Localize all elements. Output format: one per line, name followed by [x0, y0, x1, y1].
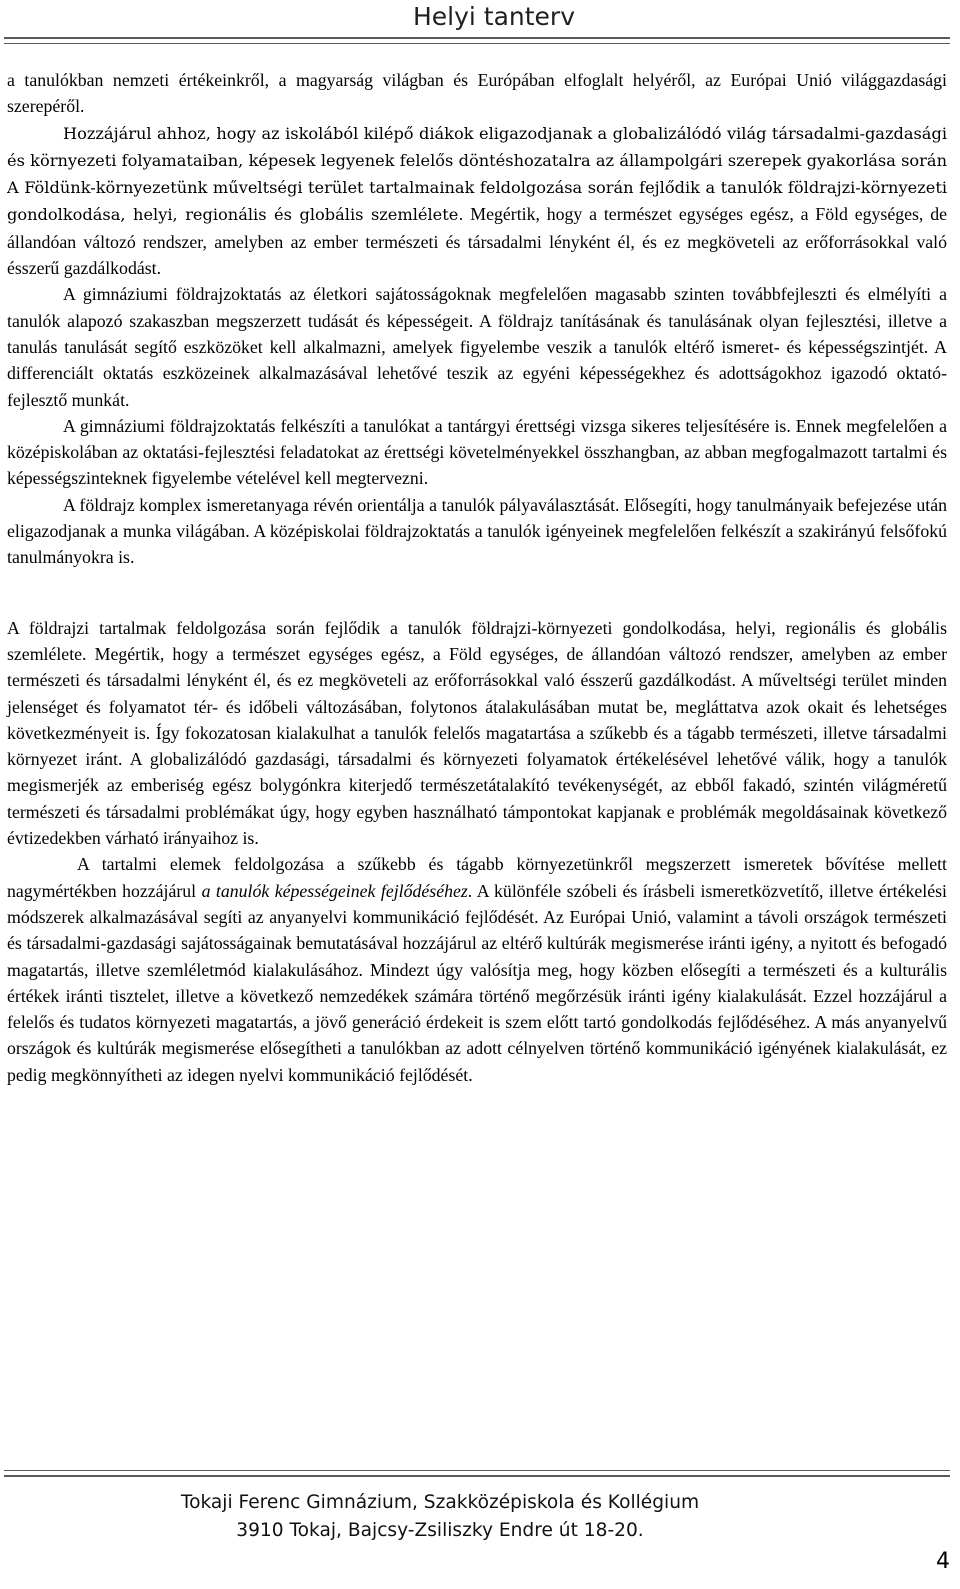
page-header — [0, 0, 960, 36]
paragraph-responsibility-part2: Megértik, hogy a természet egységes egész, a Föld egységes, de állandóan változó rendszer, amelyben az ember természeti és társadalmi lényként él, és ez megköveteli az erőforrásokkal való ésszerű gazdálkodást. — [7, 204, 947, 279]
paragraph-geographic-thinking: A földrajzi tartalmak feldolgozása során fejlődik a tanulók földrajzi-környezeti gondolkodása, helyi, regionális és globális szemlélete. Megértik, hogy a természet egységes egész, a Föld egységes, de állandóan változó rendszer, amelyben az ember természeti és társadalmi lényként él, és ez megköveteli az erőforrásokkal való ésszerű gazdálkodást. A műveltségi terület minden jelenséget és folyamatot tér- és időbeli változásában, folytonos átalakulásában mutat be, megláttatva azok okait és lehetséges következményeit is. Így fokozatosan kialakulhat a tanulók felelős magatartása a szűkebb és a tágabb természeti, illetve társadalmi környezet iránt. A globalizálódó gazdasági, társadalmi és környezeti folyamatok értékelésével lehetővé válik, hogy a tanulók megismerjék az emberiség egész bolygónkra kiterjedő természetátalakító tevékenységét, az ebből fakadó, szintén világméretű természeti és társadalmi problémákat úgy, hogy egyben használható támpontokat kapjanak e problémák megoldásainak következő évtizedekben várható irányaihoz is. — [7, 617, 947, 849]
page-footer — [0, 1470, 960, 1589]
paragraph-gymnasium-education: A gimnáziumi földrajzoktatás az életkori sajátosságoknak megfelelően magasabb szinten továbbfejleszti és elmélyíti a tanulók alapozó szakaszban megszerzett tudását és képességeit. A földrajz tanításának és tanulásának olyan fejlesztési, illetve a tanulás tanulását segítő eszközöket kell alkalmazni, amelyek figyelembe veszik a tanulók eltérő ismeret- és képességszintjét. A differenciált oktatás eszközeinek alkalmazásával lehetővé teszik az egyéni képességekhez és adottságokhoz igazodó oktató-fejlesztő munkát. — [7, 284, 947, 410]
header-rule — [4, 37, 950, 44]
footer-address: 3910 Tokaj, Bajcsy-Zsiliszky Endre út 18-20. — [236, 1520, 644, 1541]
page-number: 4 — [936, 1549, 950, 1574]
paragraph-content-elements-part1: A tartalmi elemek feldolgozása a szűkebb és tágabb környezetünkről megszerzett ismeretek bővítése mellett nagymértékben hozzájárul — [7, 854, 947, 901]
paragraph-career-orientation: A földrajz komplex ismeretanyaga révén orientálja a tanulók pályaválasztását. Elősegíti, hogy tanulmányaik befejezése után eligazodjanak a munka világában. A középiskolai földrajzoktatás a tanulók igényeinek megfelelően felkészít a szakirányú felsőfokú tanulmányokra is. — [7, 494, 947, 568]
paragraph-responsibility — [7, 120, 947, 282]
footer-school-name: Tokaji Ferenc Gimnázium, Szakközépiskola és Kollégium — [180, 1492, 700, 1513]
paragraph-content-elements-emphasis: a tanulók képességeinek fejlődéséhez — [201, 880, 468, 901]
paragraph-continuation: a tanulókban nemzeti értékeinkről, a magyarság világban és Európában elfoglalt helyéről, az Európai Unió világgazdasági szerepéről. — [7, 70, 947, 117]
document-body — [7, 67, 947, 1088]
footer-rule — [4, 1470, 950, 1477]
paragraph-content-elements-part2: . A különféle szóbeli és írásbeli ismeretközvetítő, illetve értékelési módszerek alkalmazásával segíti az anyanyelvi kommunikáció fejlődését. Az Európai Unió, valamint a távoli országok természeti és társadalmi-gazdasági sajátosságainak bemutatásával hozzájárul az eltérő kultúrák megismerése iránti igény, a nyitott és befogadó magatartás, illetve szemléletmód kialakulásához. Mindezt úgy valósítja meg, hogy közben elősegíti a természeti és a kulturális értékek iránti tisztelet, illetve a következő nemzedékek számára történő megőrzésük iránti igény kialakulását. Ezzel hozzájárul a felelős és tudatos környezeti magatartás, a jövő generáció érdekeit is szem előtt tartó gondolkodás fejlődéséhez. A más anyanyelvű országok és kultúrák megismerése elősegítheti a tanulókban az adott célnyelven történő kommunikáció igényének kialakulását, ez pedig megkönnyítheti az idegen nyelvi kommunikáció fejlődését. — [7, 880, 947, 1085]
paragraph-graduation-exam: A gimnáziumi földrajzoktatás felkészíti a tanulókat a tantárgyi érettségi vizsga sikeres teljesítésére is. Ennek megfelelően a középiskolában az oktatási-fejlesztési feladatokat az érettségi követelményekkel összhangban, az abban megfogalmazott tartalmi és képességszinteknek figyelembe vételével kell megtervezni. — [7, 415, 947, 489]
paragraph-responsibility-part1: Hozzájárul ahhoz, hogy az iskolából kilépő diákok eligazodjanak a globalizálódó világ társadalmi-gazdasági és környezeti folyamataiban, képesek legyenek felelős döntéshozatalra az állampolgári szerepek gyakorlása során A Földünk-környezetünk műveltségi terület tartalmainak feldolgozása során fejlődik a tanulók földrajzi-környezeti gondolkodása, helyi, regionális és globális szemlélete. — [7, 123, 947, 225]
header-title: Helyi tanterv — [412, 2, 575, 31]
paragraph-content-elements — [7, 851, 947, 1088]
